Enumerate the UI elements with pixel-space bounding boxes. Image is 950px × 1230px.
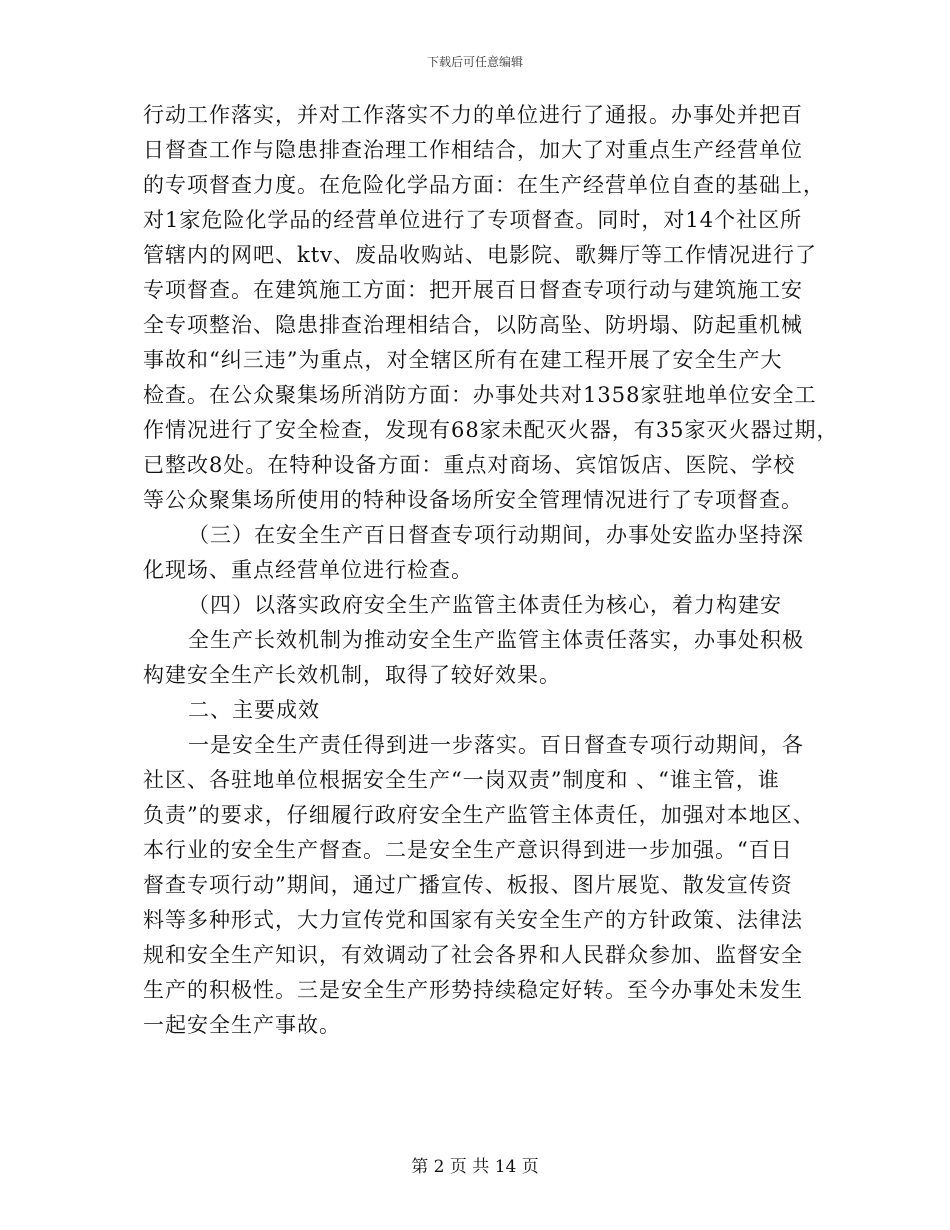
text-line: 作情况进行了安全检查，发现有68家未配灭火器，有35家灭火器过期， bbox=[143, 418, 839, 442]
text-line: 化现场、重点经营单位进行检查。 bbox=[143, 558, 473, 582]
text-line: （四）以落实政府安全生产监管主体责任为核心，着力构建安 bbox=[188, 593, 782, 617]
text-line: 构建安全生产长效机制，取得了较好效果。 bbox=[143, 663, 561, 687]
text-line: 一是安全生产责任得到进一步落实。百日督查专项行动期间，各 bbox=[188, 733, 804, 757]
text-line: 检查。在公众聚集场所消防方面：办事处共对1358家驻地单位安全工 bbox=[143, 383, 817, 407]
page-footer: 第 2 页 共 14 页 bbox=[411, 1157, 539, 1177]
text-line: 规和安全生产知识，有效调动了社会各界和人民群众参加、监督安全 bbox=[143, 943, 803, 967]
text-line: 专项督查。在建筑施工方面：把开展百日督查专项行动与建筑施工安 bbox=[143, 278, 803, 302]
text-line: 一起安全生产事故。 bbox=[143, 1013, 341, 1037]
page-header: 下载后可任意编辑 bbox=[426, 55, 523, 69]
text-line: 社区、各驻地单位根据安全生产“一岗双责”制度和 、“谁主管，谁 bbox=[143, 768, 780, 792]
text-line: 已整改8处。在特种设备方面：重点对商场、宾馆饭店、医院、学校 bbox=[143, 453, 796, 477]
text-line: 全生产长效机制为推动安全生产监管主体责任落实，办事处积极 bbox=[188, 628, 804, 652]
text-line: 料等多种形式，大力宣传党和国家有关安全生产的方针政策、法律法 bbox=[143, 908, 803, 932]
text-line: 等公众聚集场所使用的特种设备场所安全管理情况进行了专项督查。 bbox=[143, 488, 803, 512]
text-line: 管辖内的网吧、ktv、废品收购站、电影院、歌舞厅等工作情况进行了 bbox=[143, 243, 818, 267]
text-line: （三）在安全生产百日督查专项行动期间，办事处安监办坚持深 bbox=[188, 523, 804, 547]
text-line: 生产的积极性。三是安全生产形势持续稳定好转。至今办事处未发生 bbox=[143, 978, 803, 1002]
text-line: 的专项督查力度。在危险化学品方面：在生产经营单位自查的基础上， bbox=[143, 173, 825, 197]
section-heading: 二、主要成效 bbox=[188, 698, 320, 722]
text-line: 行动工作落实，并对工作落实不力的单位进行了通报。办事处并把百 bbox=[143, 103, 803, 127]
text-line: 督查专项行动”期间，通过广播宣传、板报、图片展览、散发宣传资 bbox=[143, 873, 793, 897]
text-line: 负责”的要求，仔细履行政府安全生产监管主体责任，加强对本地区、 bbox=[143, 803, 815, 827]
text-line: 全专项整治、隐患排查治理相结合，以防高坠、防坍塌、防起重机械 bbox=[143, 313, 803, 337]
text-line: 日督查工作与隐患排查治理工作相结合，加大了对重点生产经营单位 bbox=[143, 138, 803, 162]
text-line: 对1家危险化学品的经营单位进行了专项督查。同时，对14个社区所 bbox=[143, 208, 803, 232]
text-line: 事故和“纠三违”为重点，对全辖区所有在建工程开展了安全生产大 bbox=[143, 348, 783, 372]
text-line: 本行业的安全生产督查。二是安全生产意识得到进一步加强。“百日 bbox=[143, 838, 793, 862]
